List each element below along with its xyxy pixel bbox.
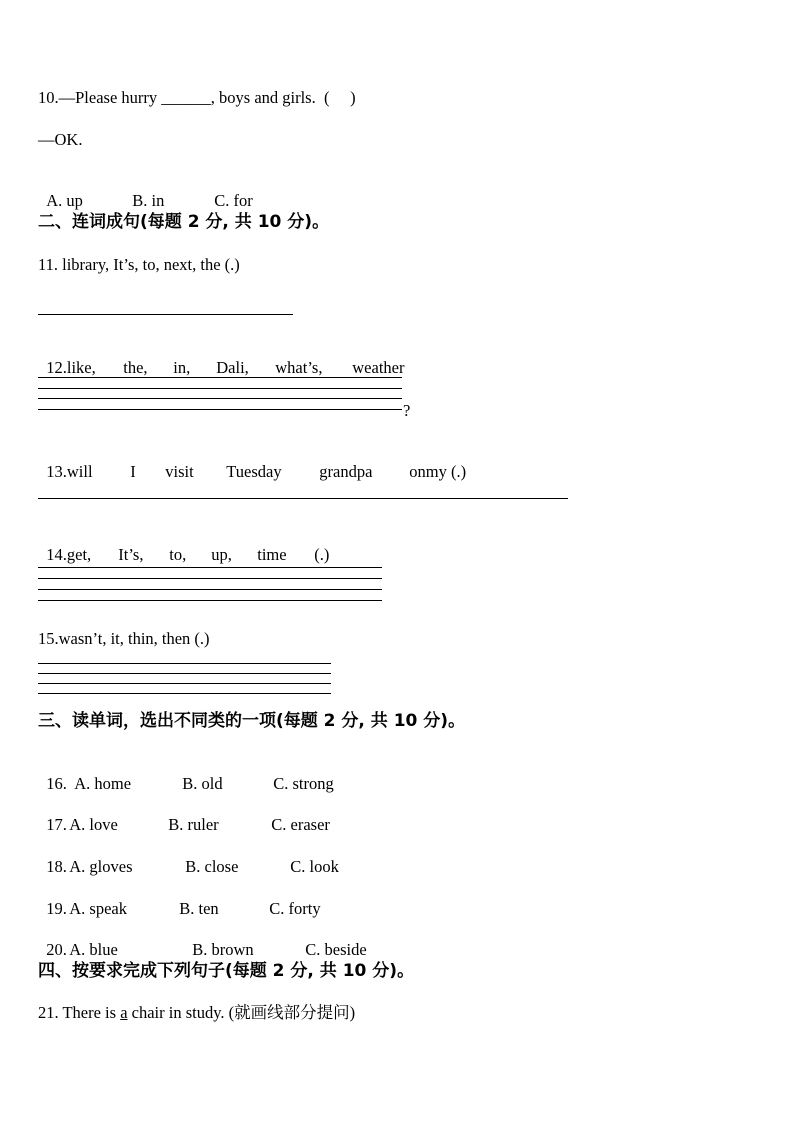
q21-text <box>38 1003 355 1023</box>
q17-row <box>38 795 330 835</box>
q15-answer-line <box>38 673 331 674</box>
q18-option-c: C. look <box>290 857 339 876</box>
q16-option-b: B. old <box>182 774 223 793</box>
q20-row <box>38 920 367 960</box>
q16-number: 16. <box>46 774 67 793</box>
q12-word: the, <box>123 358 148 377</box>
q17-option-c: C. eraser <box>271 815 330 834</box>
q13-word: visit <box>165 462 194 481</box>
q12-answer-line <box>38 377 402 378</box>
section2-heading: 二、连词成句(每题 2 分, 共 10 分)。 <box>38 212 330 232</box>
q16-row <box>38 754 334 794</box>
q12-word: what’s, <box>275 358 323 377</box>
q18-number: 18. <box>46 857 67 876</box>
q13-word: onmy (.) <box>409 462 467 481</box>
q17-number: 17. <box>46 815 67 834</box>
q14-answer-line <box>38 567 382 568</box>
q20-option-c: C. beside <box>305 940 367 959</box>
q10-reply: —OK. <box>38 130 83 149</box>
q19-option-b: B. ten <box>179 899 219 918</box>
q12-answer-line <box>38 409 402 410</box>
section4-heading: 四、按要求完成下列句子(每题 2 分, 共 10 分)。 <box>38 961 415 981</box>
q13-word: Tuesday <box>226 462 282 481</box>
q12-word: in, <box>173 358 191 377</box>
q12-word: weather <box>352 358 405 377</box>
section3-heading: 三、读单词，选出不同类的一项(每题 2 分, 共 10 分)。 <box>38 711 466 731</box>
q14-word: time <box>257 545 287 564</box>
q12-question-mark: ? <box>403 401 411 420</box>
q19-option-a: A. speak <box>69 899 127 918</box>
q17-option-b: B. ruler <box>168 815 219 834</box>
q19-number: 19. <box>46 899 67 918</box>
q10-question: 10.—Please hurry ______, boys and girls. ( ) <box>38 88 356 107</box>
q14-answer-line <box>38 589 382 590</box>
q14-word: 14.get, <box>46 545 92 564</box>
q15-answer-line <box>38 683 331 684</box>
q15-answer-line <box>38 663 331 664</box>
q13-word: 13.will <box>46 462 93 481</box>
q11-text: 11. library, It’s, to, next, the (.) <box>38 255 240 274</box>
q14-word: up, <box>211 545 232 564</box>
q18-option-a: A. gloves <box>69 857 133 876</box>
q19-option-c: C. forty <box>269 899 321 918</box>
q10-option-a: A. up <box>46 191 83 210</box>
q13-text <box>38 442 466 482</box>
q21-prefix: 21. There is <box>38 1003 121 1022</box>
q10-option-b: B. in <box>132 191 165 210</box>
q12-word: Dali, <box>216 358 249 377</box>
q21-suffix: chair in study. (就画线部分提问) <box>127 1003 356 1022</box>
q14-word: to, <box>169 545 187 564</box>
q12-answer-line <box>38 398 402 399</box>
q19-row <box>38 879 321 919</box>
q14-word: It’s, <box>118 545 144 564</box>
q13-word: I <box>130 462 136 481</box>
q17-option-a: A. love <box>69 815 118 834</box>
q20-number: 20. <box>46 940 67 959</box>
q12-text <box>38 338 404 378</box>
q18-option-b: B. close <box>185 857 239 876</box>
q14-word: (.) <box>314 545 330 564</box>
q12-word: 12.like, <box>46 358 96 377</box>
q10-options <box>38 171 253 211</box>
q11-answer-line <box>38 314 293 315</box>
q13-word: grandpa <box>319 462 373 481</box>
q20-option-b: B. brown <box>192 940 254 959</box>
q13-answer-line <box>38 498 568 499</box>
q21-underlined-word: a <box>120 1003 128 1022</box>
q16-option-a: A. home <box>74 774 132 793</box>
q18-row <box>38 837 339 877</box>
q15-text: 15.wasn’t, it, thin, then (.) <box>38 629 210 648</box>
q14-answer-line <box>38 600 382 601</box>
q16-option-c: C. strong <box>273 774 334 793</box>
q14-answer-line <box>38 578 382 579</box>
q15-answer-line <box>38 693 331 694</box>
q14-text <box>38 525 329 565</box>
q10-option-c: C. for <box>214 191 253 210</box>
q20-option-a: A. blue <box>69 940 118 959</box>
q12-answer-line <box>38 388 402 389</box>
